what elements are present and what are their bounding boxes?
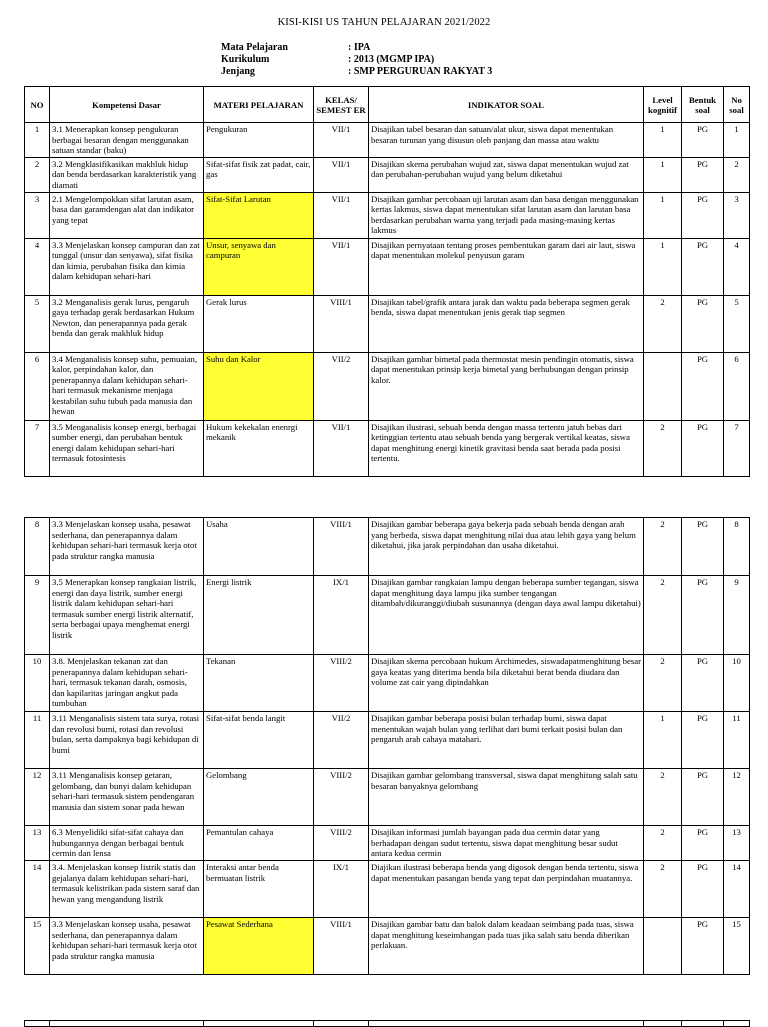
- cell-nosoal: 14: [724, 861, 750, 918]
- cell-indikator: Disajikan gambar batu dan balok dalam keadaan seimbang pada tuas, siswa dapat menghitung keseimbangan pada tuas jika salah satu benda diberikan perlakuan.: [369, 918, 644, 975]
- cell-indikator: Disajikan gambar bimetal pada thermostat mesin pendingin otomatis, siswa dapat menentukan prinsip kerja bimetal yang berhubungan dengan prinsip kalor.: [369, 352, 644, 420]
- cell-kd: 3.3 Menjelaskan konsep usaha, pesawat sederhana, dan penerapannya dalam kehidupan sehari-hari termasuk kerja otot pada struktur rangka manusia: [50, 918, 204, 975]
- cell-indikator: Disajikan gambar beberapa gaya bekerja pada sebuah benda dengan arah yang berbeda, siswa dapat menghitung nilai dua atau lebih gaya yang belum diketahui, jika jarak perpindahan dan usaha diketahui.: [369, 518, 644, 576]
- cell-bentuk: PG: [682, 123, 724, 158]
- cell-no: 13: [25, 826, 50, 861]
- cell-bentuk: PG: [682, 826, 724, 861]
- cell-level: 2: [644, 861, 682, 918]
- table-row: [25, 518, 750, 576]
- table-row: [25, 918, 750, 975]
- cell-kd: 3.5 Menganalisis konsep energi, berbagai sumber energi, dan perubahan bentuk energi dalam kehidupan sehari-hari termasuk fotosintesis: [50, 420, 204, 476]
- table-row: [25, 861, 750, 918]
- cell-level: 1: [644, 123, 682, 158]
- cell-indikator: Disajikan tabel besaran dan satuan/alat ukur, siswa dapat menentukan besaran turunan yang disusun oleh panjang dan massa atau waktu: [369, 123, 644, 158]
- cell-materi: Hukum kekekalan enenrgi mekanik: [204, 420, 314, 476]
- table-row: [25, 295, 750, 352]
- cell-kelas: IX/1: [314, 861, 369, 918]
- cell-indikator: Disajikan gambar percobaan uji larutan asam dan basa dengan menggunakan kertas lakmus, siswa dapat menentukan sifat larutan asam dan larutan basa berdasarkan perubahan warna yang terjadi pada masing-masing kertas lakmus: [369, 192, 644, 238]
- table-row: [25, 826, 750, 861]
- meta-label: Kurikulum: [221, 54, 270, 65]
- cell-nosoal: 2: [724, 157, 750, 192]
- cell-materi-highlighted: Suhu dan Kalor: [204, 352, 314, 420]
- cell-level: [644, 918, 682, 975]
- cell-kelas: VII/1: [314, 238, 369, 295]
- cell-materi: Interaksi antar benda bermuatan listrik: [204, 861, 314, 918]
- cell-kd: 2.1 Mengelompokkan sifat larutan asam, basa dan garamdengan alat dan indikator yang tepat: [50, 192, 204, 238]
- cell-bentuk: PG: [682, 712, 724, 769]
- cell-kelas: VII/1: [314, 157, 369, 192]
- cell-kelas: VIII/1: [314, 295, 369, 352]
- cell-no: 14: [25, 861, 50, 918]
- cell-kd: 3.11 Menganalisis sistem tata surya, rotasi dan revolusi bumi, rotasi dan revolusi bulan, serta dampaknya bagi kehidupan di bumi: [50, 712, 204, 769]
- cell-no: 12: [25, 769, 50, 826]
- cell-kd: 3.11 Menganalisis konsep getaran, gelombang, dan bunyi dalam kehidupan sehari-hari termasuk sistem pendengaran manusia dan sistem sonar pada hewan: [50, 769, 204, 826]
- cell-bentuk: PG: [682, 769, 724, 826]
- cell-materi: Pengukuran: [204, 123, 314, 158]
- cell-no: 3: [25, 192, 50, 238]
- cell-level: 1: [644, 192, 682, 238]
- cell-no: 6: [25, 352, 50, 420]
- cell-indikator: Disajikan skema percobaan hukum Archimedes, siswadapatmenghitung besar gaya keatas yang diterima benda bila diketahui berat benda diudara dan volume zat cair yang dipindahkan: [369, 655, 644, 712]
- cell-indikator: Diajikan ilustrasi beberapa benda yang digosok dengan benda tertentu, siswa dapat menentukan pasangan benda yang tepat dan perpindahan muatannya.: [369, 861, 644, 918]
- cell-bentuk: PG: [682, 576, 724, 655]
- table-row: [25, 576, 750, 655]
- cell-kelas: VII/2: [314, 352, 369, 420]
- cell-materi: Sifat-sifat benda langit: [204, 712, 314, 769]
- cell-bentuk: PG: [682, 157, 724, 192]
- cell-no: 8: [25, 518, 50, 576]
- table-row: [25, 238, 750, 295]
- cell-level: 1: [644, 157, 682, 192]
- cell-level: 2: [644, 655, 682, 712]
- cell-materi-highlighted: Unsur, senyawa dan campuran: [204, 238, 314, 295]
- meta-row-level: [221, 66, 492, 78]
- cell-kd: 3.8. Menjelaskan tekanan zat dan penerapannya dalam kehidupan sehari-hari, termasuk tekanan darah, osmosis, dan kapilaritas jaringan angkut pada tumbuhan: [50, 655, 204, 712]
- header-kelas: KELAS/ SEMEST ER: [314, 87, 369, 123]
- cell-bentuk: PG: [682, 918, 724, 975]
- table-row: [25, 769, 750, 826]
- cell-nosoal: 11: [724, 712, 750, 769]
- cell-kelas: VIII/2: [314, 826, 369, 861]
- table-row: [25, 157, 750, 192]
- cell-indikator: Disajikan pernyataan tentang proses pembentukan garam dari air laut, siswa dapat menentukan molekul penyusun garam: [369, 238, 644, 295]
- table-row: [25, 655, 750, 712]
- cell-nosoal: 4: [724, 238, 750, 295]
- cell-bentuk: PG: [682, 518, 724, 576]
- cell-materi: Gelombang: [204, 769, 314, 826]
- cell-bentuk: PG: [682, 192, 724, 238]
- cell-no: 15: [25, 918, 50, 975]
- cell-materi-highlighted: Pesawat Sederhana: [204, 918, 314, 975]
- meta-value: : SMP PERGURUAN RAKYAT 3: [348, 66, 493, 77]
- cell-nosoal: 15: [724, 918, 750, 975]
- cell-no: 10: [25, 655, 50, 712]
- cell-no: 9: [25, 576, 50, 655]
- cell-nosoal: 3: [724, 192, 750, 238]
- cell-kelas: IX/1: [314, 576, 369, 655]
- cell-no: 4: [25, 238, 50, 295]
- cell-materi: Usaha: [204, 518, 314, 576]
- cell-kelas: VIII/2: [314, 769, 369, 826]
- table-row: [25, 123, 750, 158]
- cell-indikator: Disajikan ilustrasi, sebuah benda dengan massa tertentu jatuh bebas dari ketinggian tertentu atau sebuah benda yang bergerak vertikal keatas, siswa dapat menghitung energi kinetik gravitasi benda saat berada pada posisi tertentu.: [369, 420, 644, 476]
- cell-bentuk: PG: [682, 861, 724, 918]
- cell-kelas: VIII/1: [314, 518, 369, 576]
- cell-nosoal: 10: [724, 655, 750, 712]
- kisi-kisi-table-page-2: [24, 517, 750, 975]
- document-title: KISI-KISI US TAHUN PELAJARAN 2021/2022: [277, 17, 491, 28]
- cell-level: 1: [644, 238, 682, 295]
- cell-materi: Tekanan: [204, 655, 314, 712]
- cell-nosoal: 1: [724, 123, 750, 158]
- meta-label: Jenjang: [221, 66, 255, 77]
- cell-indikator: Disajikan skema perubahan wujud zat, siswa dapat menentukan wujud zat dan perubahan-perubahan wujud yang belum diketahui: [369, 157, 644, 192]
- cell-bentuk: PG: [682, 420, 724, 476]
- table-header-row: [25, 87, 750, 123]
- cell-kelas: VII/2: [314, 712, 369, 769]
- cell-kd: 3.2 Mengklasifikasikan makhluk hidup dan benda berdasarkan karakteristik yang diamati: [50, 157, 204, 192]
- cell-kd: 3.4. Menjelaskan konsep listrik statis dan gejalanya dalam kehidupan sehari-hari, termasuk kelistrikan pada sistem saraf dan hewan yang mengandung listrik: [50, 861, 204, 918]
- cell-bentuk: PG: [682, 238, 724, 295]
- header-bentuk: Bentuk soal: [682, 87, 724, 123]
- cell-nosoal: 8: [724, 518, 750, 576]
- meta-value: : 2013 (MGMP IPA): [348, 54, 435, 65]
- cell-indikator: Disajikan gambar beberapa posisi bulan terhadap bumi, siswa dapat menentukan wajah bulan yang terlihat dari bumi terkait posisi bulan dan pengaruh arah cahaya matahari.: [369, 712, 644, 769]
- cell-kelas: VIII/1: [314, 918, 369, 975]
- cell-nosoal: 9: [724, 576, 750, 655]
- cell-nosoal: 12: [724, 769, 750, 826]
- cell-level: [644, 352, 682, 420]
- cell-bentuk: PG: [682, 655, 724, 712]
- cell-kd: 3.1 Menerapkan konsep pengukuran berbagai besaran dengan menggunakan satuan standar (baku): [50, 123, 204, 158]
- cell-nosoal: 13: [724, 826, 750, 861]
- cell-bentuk: PG: [682, 352, 724, 420]
- cell-kd: 3.3 Menjelaskan konsep usaha, pesawat sederhana, dan penerapannya dalam kehidupan sehari-hari termasuk kerja otot pada struktur rangka manusia: [50, 518, 204, 576]
- kisi-kisi-table-page-1: [24, 86, 750, 477]
- cell-materi: Sifat-sifat fisik zat padat, cair, gas: [204, 157, 314, 192]
- cell-bentuk: PG: [682, 295, 724, 352]
- cell-no: 7: [25, 420, 50, 476]
- cell-level: 2: [644, 576, 682, 655]
- cell-indikator: Disajikan tabel/grafik antara jarak dan waktu pada beberapa segmen gerak benda, siswa dapat menentukan jenis gerak tiap segmen: [369, 295, 644, 352]
- cell-level: 2: [644, 769, 682, 826]
- cell-level: 2: [644, 826, 682, 861]
- table-row: [25, 192, 750, 238]
- cell-kelas: VII/1: [314, 192, 369, 238]
- cell-kd: 3.4 Menganalisis konsep suhu, pemuaian, kalor, perpindahan kalor, dan penerapannya dalam kehidupan sehari-hari termasuk mekanisme menjaga kestabilan suhu tubuh pada manusia dan hewan: [50, 352, 204, 420]
- cell-kd: 3.2 Menganalisis gerak lurus, pengaruh gaya terhadap gerak berdasarkan Hukum Newton, dan penerapannya pada gerak benda dan gerak makhluk hidup: [50, 295, 204, 352]
- header-indikator: INDIKATOR SOAL: [369, 87, 644, 123]
- table-row: [25, 420, 750, 476]
- cell-level: 2: [644, 295, 682, 352]
- header-kompetensi-dasar: Kompetensi Dasar: [50, 87, 204, 123]
- header-level: Level kognitif: [644, 87, 682, 123]
- cell-level: 2: [644, 420, 682, 476]
- table-row: [25, 352, 750, 420]
- cell-kelas: VIII/2: [314, 655, 369, 712]
- document-meta: [221, 42, 492, 78]
- meta-row-curriculum: [221, 54, 492, 66]
- cell-kd: 3.5 Menerapkan konsep rangkaian listrik, energi dan daya listrik, sumber energi listrik dalam kehidupan sehari-hari termasuk sumber energi listrik alternatif, serta berbagai upaya menghemat energi listrik: [50, 576, 204, 655]
- cell-level: 2: [644, 518, 682, 576]
- cell-kd: 6.3 Menyelidiki sifat-sifat cahaya dan hubungannya dengan berbagai bentuk cermin dan lensa: [50, 826, 204, 861]
- table-row: [25, 712, 750, 769]
- cell-nosoal: 7: [724, 420, 750, 476]
- header-no: NO: [25, 87, 50, 123]
- header-materi: MATERI PELAJARAN: [204, 87, 314, 123]
- header-nosoal: No soal: [724, 87, 750, 123]
- cell-nosoal: 5: [724, 295, 750, 352]
- cell-materi: Gerak lurus: [204, 295, 314, 352]
- cell-level: 1: [644, 712, 682, 769]
- cell-kelas: VII/1: [314, 420, 369, 476]
- cell-nosoal: 6: [724, 352, 750, 420]
- meta-row-subject: [221, 42, 492, 54]
- cell-kd: 3.3 Menjelaskan konsep campuran dan zat tunggal (unsur dan senyawa), sifat fisika dan kimia, perubahan fisika dan kimia dalam kehidupan sehari-hari: [50, 238, 204, 295]
- cell-materi: Energi listrik: [204, 576, 314, 655]
- cell-no: 5: [25, 295, 50, 352]
- meta-value: : IPA: [348, 42, 371, 53]
- cell-kelas: VII/1: [314, 123, 369, 158]
- cell-indikator: Disajikan gambar rangkaian lampu dengan beberapa sumber tegangan, siswa dapat menghitung daya lampu jika sumber tengangan ditambah/dikuranggi/diubah susunannya (dengan daya awal lampu diketahui): [369, 576, 644, 655]
- cell-no: 2: [25, 157, 50, 192]
- cell-no: 11: [25, 712, 50, 769]
- cell-materi-highlighted: Sifat-Sifat Larutan: [204, 192, 314, 238]
- cell-no: 1: [25, 123, 50, 158]
- cell-materi: Pemantulan cahaya: [204, 826, 314, 861]
- meta-label: Mata Pelajaran: [221, 42, 288, 53]
- cell-indikator: Disajikan informasi jumlah bayangan pada dua cermin datar yang berhadapan dengan sudut tertentu, siswa dapat menghitung besar sudut antara kedua cermin: [369, 826, 644, 861]
- cell-indikator: Disajikan gambar gelombang transversal, siswa dapat menghitung salah satu besaran banyaknya gelombang: [369, 769, 644, 826]
